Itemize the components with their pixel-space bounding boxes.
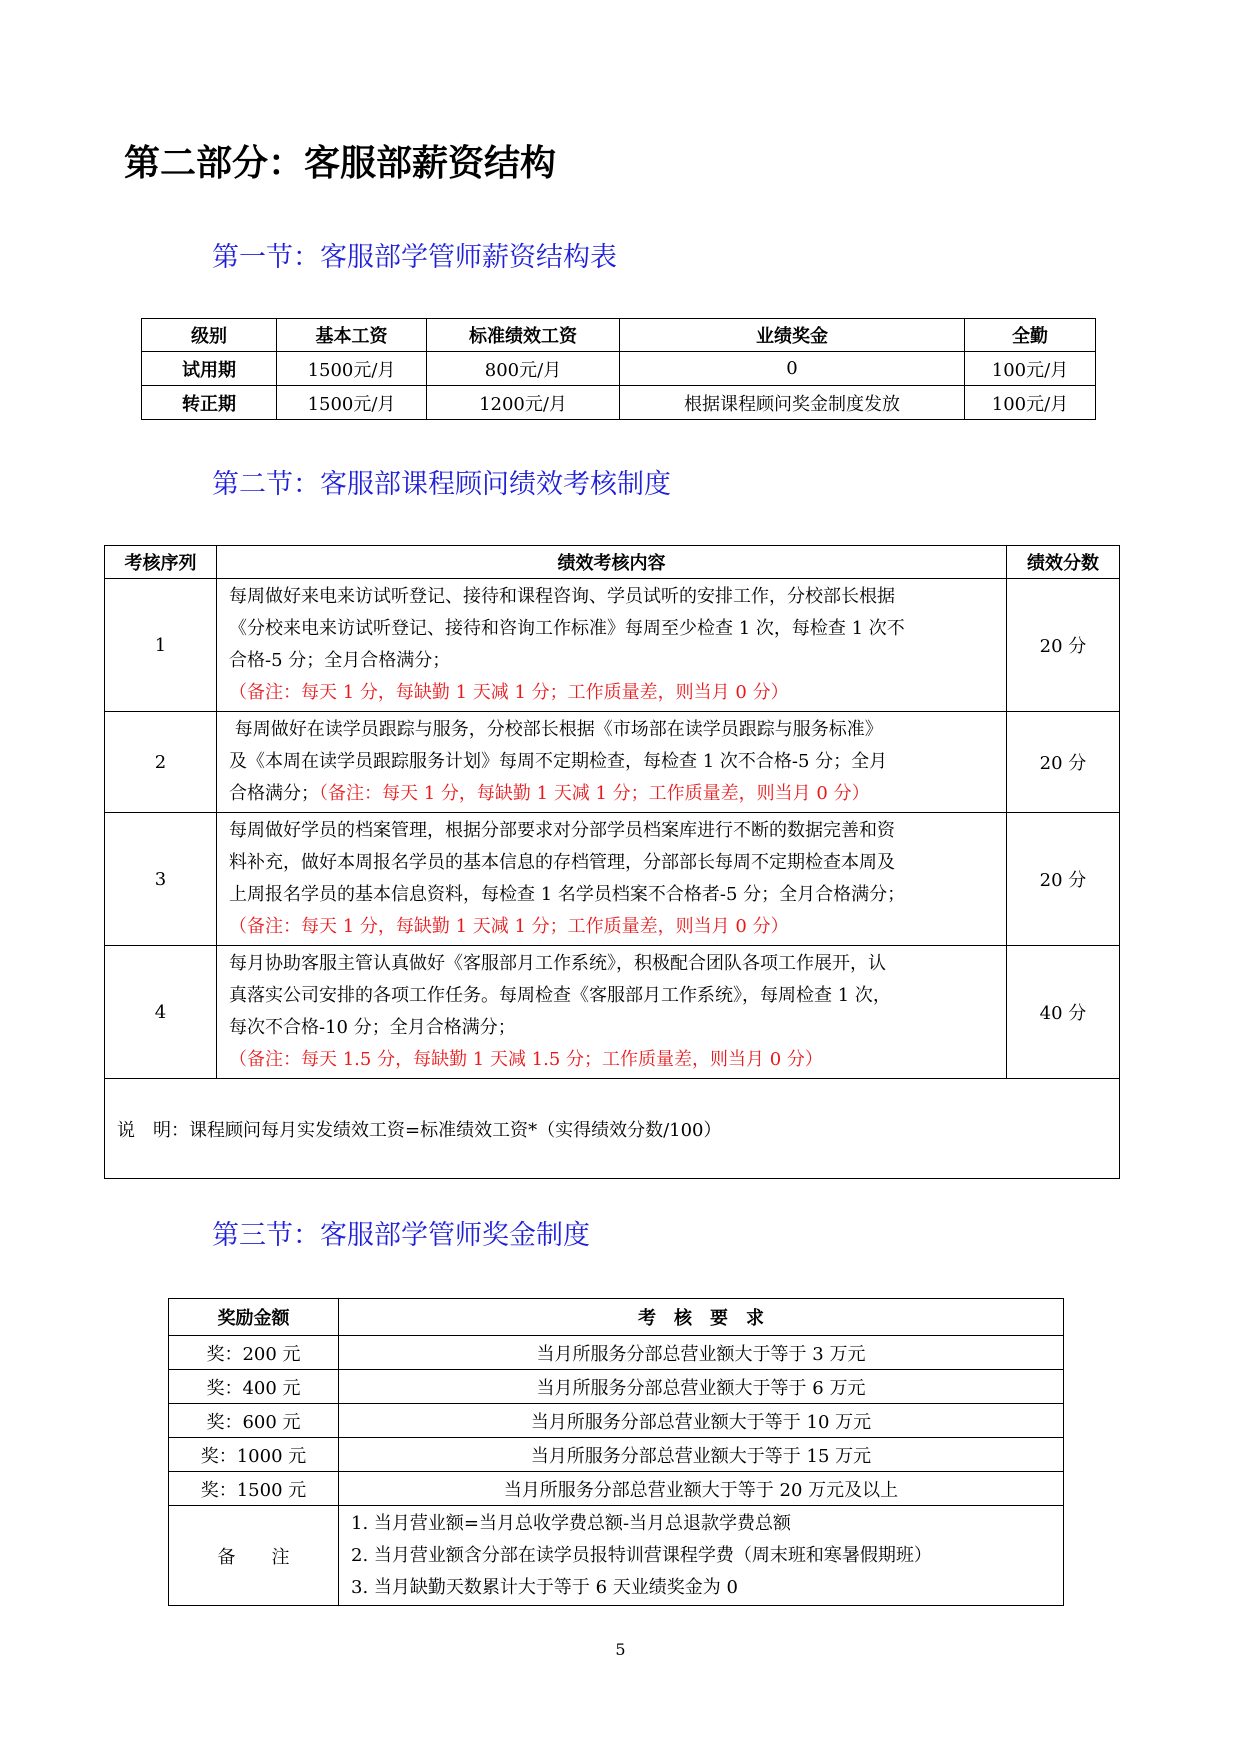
- score-cell: 40 分: [1007, 946, 1120, 1079]
- content-cell: [217, 946, 1007, 1079]
- remarks-row: [169, 1506, 1064, 1606]
- cell: 1200元/月: [427, 386, 620, 420]
- content-line: 合格满分；: [229, 783, 319, 804]
- header-base-salary: 基本工资: [277, 319, 427, 352]
- content-note: （备注：每天 1 分，每缺勤 1 天减 1 分；工作质量差，则当月 0 分）: [229, 682, 789, 703]
- content-cell: [217, 712, 1007, 813]
- cell: 100元/月: [965, 352, 1096, 386]
- table-row: [142, 352, 1096, 386]
- section1-heading: 第一节：客服部学管师薪资结构表: [212, 242, 617, 273]
- remarks-content: [339, 1506, 1064, 1606]
- table-row: [169, 1404, 1064, 1438]
- table-row: [105, 813, 1120, 946]
- content-note: （备注：每天 1.5 分，每缺勤 1 天减 1.5 分；工作质量差，则当月 0 分）: [229, 1049, 823, 1070]
- bonus-table: [168, 1298, 1064, 1606]
- section3-heading: 第三节：客服部学管师奖金制度: [212, 1220, 590, 1251]
- content-line: 料补充，做好本周报名学员的基本信息的存档管理，分部部长每周不定期检查本周及: [229, 852, 895, 873]
- cell: 奖：200 元: [169, 1336, 339, 1370]
- seq-cell: 2: [105, 712, 217, 813]
- cell: 奖：1000 元: [169, 1438, 339, 1472]
- table-row: [169, 1370, 1064, 1404]
- table-row: [142, 386, 1096, 420]
- header-attendance: 全勤: [965, 319, 1096, 352]
- header-requirement: 考 核 要 求: [339, 1299, 1064, 1336]
- salary-table: [141, 318, 1096, 420]
- header-score: 绩效分数: [1007, 546, 1120, 579]
- content-line: 每周做好来电来访试听登记、接待和课程咨询、学员试听的安排工作，分校部长根据: [229, 586, 895, 607]
- cell: 当月所服务分部总营业额大于等于 15 万元: [339, 1438, 1064, 1472]
- cell: 1500元/月: [277, 386, 427, 420]
- content-cell: [217, 813, 1007, 946]
- cell: 试用期: [142, 352, 277, 386]
- table-row: [105, 579, 1120, 712]
- header-content: 绩效考核内容: [217, 546, 1007, 579]
- cell: 转正期: [142, 386, 277, 420]
- section2-heading: 第二节：客服部课程顾问绩效考核制度: [212, 469, 671, 500]
- cell: 当月所服务分部总营业额大于等于 10 万元: [339, 1404, 1064, 1438]
- content-line: 每次不合格-10 分；全月合格满分；: [229, 1017, 516, 1038]
- cell: 当月所服务分部总营业额大于等于 20 万元及以上: [339, 1472, 1064, 1506]
- table-row: [169, 1438, 1064, 1472]
- score-cell: 20 分: [1007, 579, 1120, 712]
- content-line: 每周做好在读学员跟踪与服务，分校部长根据《市场部在读学员跟踪与服务标准》: [229, 719, 883, 740]
- page-title: 第二部分：客服部薪资结构: [124, 143, 557, 184]
- cell: 当月所服务分部总营业额大于等于 6 万元: [339, 1370, 1064, 1404]
- content-line: 上周报名学员的基本信息资料，每检查 1 名学员档案不合格者-5 分；全月合格满分；: [229, 884, 906, 905]
- table-row: [105, 946, 1120, 1079]
- cell: 当月所服务分部总营业额大于等于 3 万元: [339, 1336, 1064, 1370]
- content-cell: [217, 579, 1007, 712]
- explanation-text: 说 明：课程顾问每月实发绩效工资=标准绩效工资*（实得绩效分数/100）: [105, 1079, 1120, 1179]
- remark-line: 1. 当月营业额=当月总收学费总额-当月总退款学费总额: [351, 1512, 792, 1534]
- cell: 奖：600 元: [169, 1404, 339, 1438]
- score-cell: 20 分: [1007, 813, 1120, 946]
- table-row: [169, 1336, 1064, 1370]
- header-bonus: 业绩奖金: [620, 319, 965, 352]
- table-row: [105, 712, 1120, 813]
- content-note: （备注：每天 1 分，每缺勤 1 天减 1 分；工作质量差，则当月 0 分）: [319, 783, 870, 804]
- cell: 奖：400 元: [169, 1370, 339, 1404]
- score-cell: 20 分: [1007, 712, 1120, 813]
- content-line: 及《本周在读学员跟踪服务计划》每周不定期检查，每检查 1 次不合格-5 分；全月: [229, 751, 888, 772]
- seq-cell: 3: [105, 813, 217, 946]
- remark-line: 3. 当月缺勤天数累计大于等于 6 天业绩奖金为 0: [351, 1576, 738, 1598]
- page-number: 5: [615, 1640, 626, 1659]
- seq-cell: 1: [105, 579, 217, 712]
- header-seq: 考核序列: [105, 546, 217, 579]
- table-row: [169, 1472, 1064, 1506]
- cell: 0: [620, 352, 965, 386]
- cell: 100元/月: [965, 386, 1096, 420]
- content-line: 每月协助客服主管认真做好《客服部月工作系统》，积极配合团队各项工作展开，认: [229, 953, 886, 974]
- header-bonus-amount: 奖励金额: [169, 1299, 339, 1336]
- content-line: 真落实公司安排的各项工作任务。每周检查《客服部月工作系统》，每周检查 1 次，: [229, 985, 891, 1006]
- remark-line: 2. 当月营业额含分部在读学员报特训营课程学费（周末班和寒暑假期班）: [351, 1544, 932, 1566]
- seq-cell: 4: [105, 946, 217, 1079]
- header-standard-perf-salary: 标准绩效工资: [427, 319, 620, 352]
- cell: 根据课程顾问奖金制度发放: [620, 386, 965, 420]
- cell: 1500元/月: [277, 352, 427, 386]
- cell: 800元/月: [427, 352, 620, 386]
- performance-table: [104, 545, 1120, 1179]
- remarks-label: 备 注: [169, 1506, 339, 1606]
- content-line: 《分校来电来访试听登记、接待和咨询工作标准》每周至少检查 1 次，每检查 1 次不: [229, 618, 905, 639]
- header-level: 级别: [142, 319, 277, 352]
- cell: 奖：1500 元: [169, 1472, 339, 1506]
- content-line: 每周做好学员的档案管理，根据分部要求对分部学员档案库进行不断的数据完善和资: [229, 820, 895, 841]
- content-line: 合格-5 分；全月合格满分；: [229, 650, 451, 671]
- content-note: （备注：每天 1 分，每缺勤 1 天减 1 分；工作质量差，则当月 0 分）: [229, 916, 789, 937]
- explanation-row: [105, 1079, 1120, 1179]
